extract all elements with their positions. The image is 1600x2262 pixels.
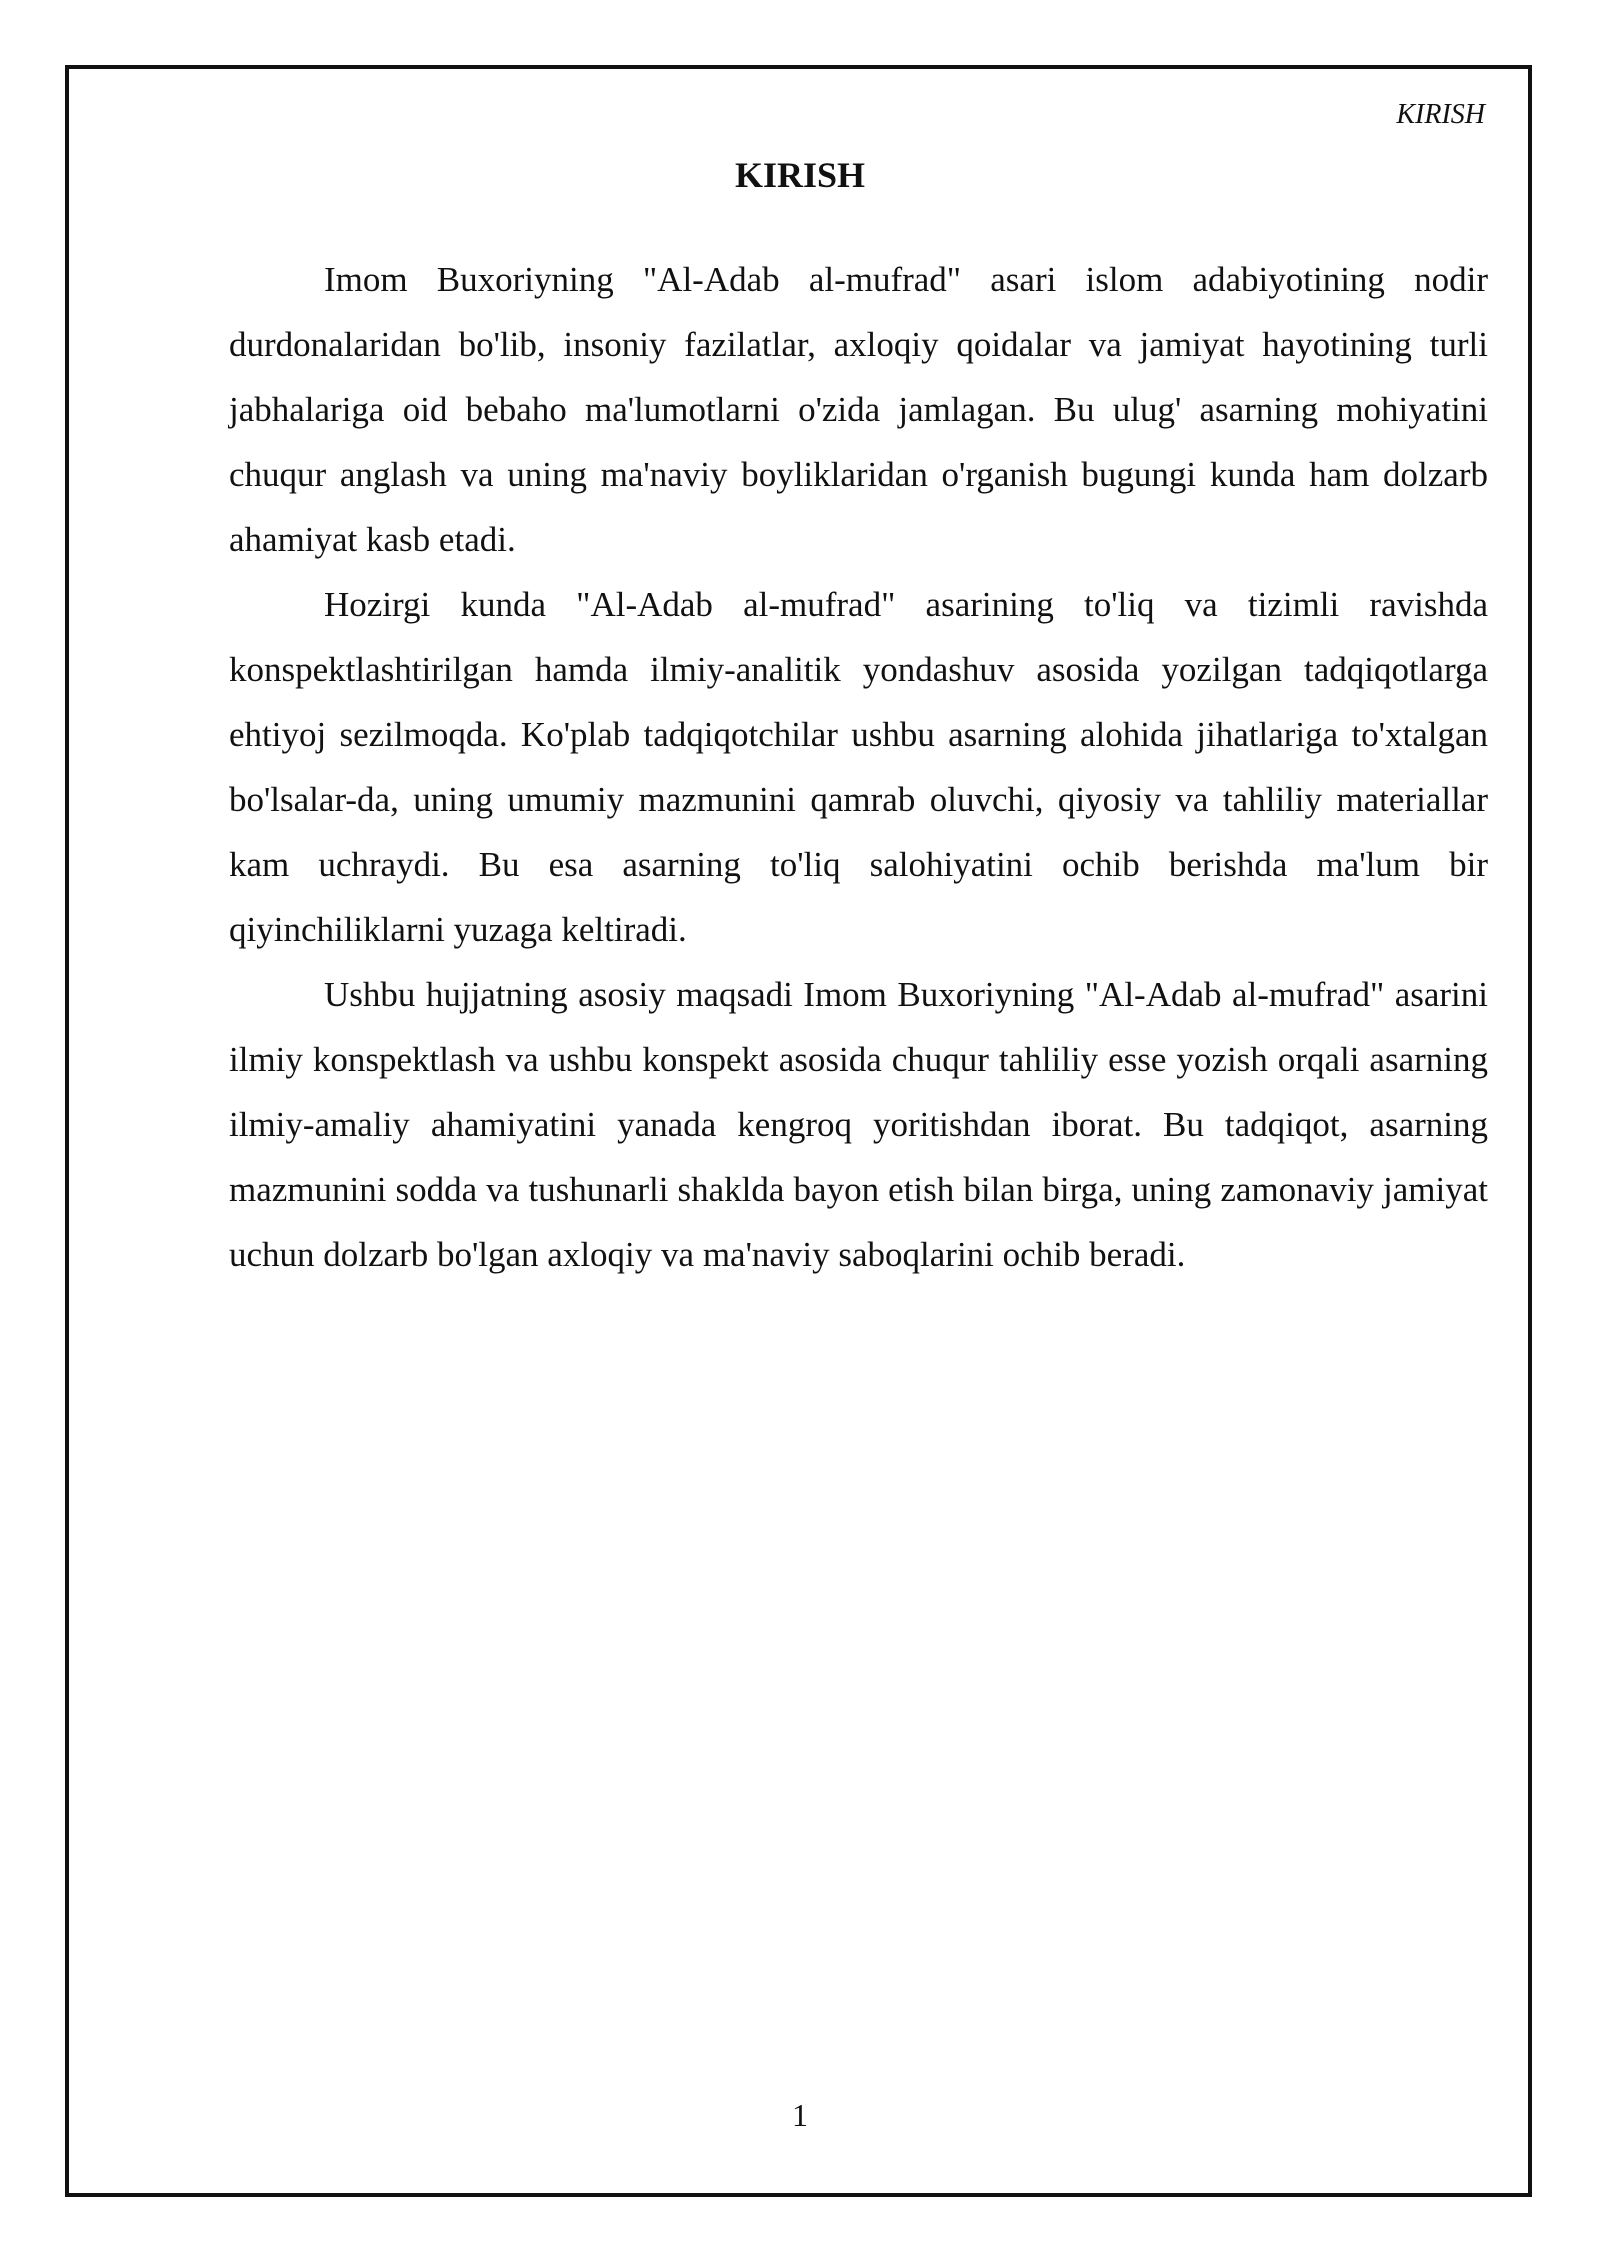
- body-text: [229, 247, 1488, 1287]
- paragraph-1: Imom Buxoriyning "Al-Adab al-mufrad" asari islom adabiyotining nodir durdonalaridan bo'lib, insoniy fazilatlar, axloqiy qoidalar va jamiyat hayotining turli jabhalariga oid bebaho ma'lumotlarni o'zida jamlagan. Bu ulug' asarning mohiyatini chuqur anglash va uning ma'naviy boyliklaridan o'rganish bugungi kunda ham dolzarb ahamiyat kasb etadi.: [229, 260, 1488, 559]
- page-title: KIRISH: [734, 155, 866, 195]
- page-number: 1: [792, 2097, 808, 2133]
- paragraph-2: Hozirgi kunda "Al-Adab al-mufrad" asarining to'liq va tizimli ravishda konspektlashtirilgan hamda ilmiy-analitik yondashuv asosida yozilgan tadqiqotlarga ehtiyoj sezilmoqda. Ko'plab tadqiqotchilar ushbu asarning alohida jihatlariga to'xtalgan bo'lsalar-da, uning umumiy mazmunini qamrab oluvchi, qiyosiy va tahliliy materiallar kam uchraydi. Bu esa asarning to'liq salohiyatini ochib berishda ma'lum bir qiyinchiliklarni yuzaga keltiradi.: [229, 585, 1488, 949]
- running-header: KIRISH: [1396, 99, 1485, 130]
- paragraph-3: Ushbu hujjatning asosiy maqsadi Imom Buxoriyning "Al-Adab al-mufrad" asarini ilmiy konspektlash va ushbu konspekt asosida chuqur tahliliy esse yozish orqali asarning ilmiy-amaliy ahamiyatini yanada kengroq yoritishdan iborat. Bu tadqiqot, asarning mazmunini sodda va tushunarli shaklda bayon etish bilan birga, uning zamonaviy jamiyat uchun dolzarb bo'lgan axloqiy va ma'naviy saboqlarini ochib beradi.: [229, 975, 1488, 1274]
